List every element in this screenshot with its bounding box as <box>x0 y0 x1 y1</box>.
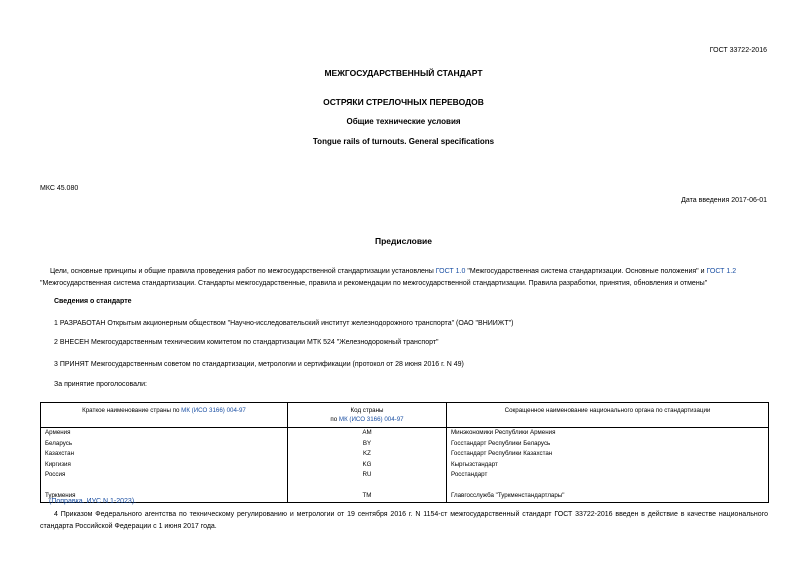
code-cell: RU <box>288 470 447 481</box>
introduction-date: Дата введения 2017-06-01 <box>681 197 767 204</box>
country-cell: Россия <box>41 470 288 481</box>
mks-code: МКС 45.080 <box>40 185 79 192</box>
document-title-english: Tongue rails of turnouts. General specifications <box>312 137 495 146</box>
item-order-enacted: 4 Приказом Федерального агентства по техническому регулированию и метрологии от 19 сентября 2016 г. N 1154-ст межгосударственный стандарт ГОСТ 33722-2016 введен в действие в качестве национального стандарта Российской Федерации с 1 июня 2017 года. <box>40 511 768 530</box>
body-cell: Госстандарт Республики Казахстан <box>447 449 769 460</box>
code-cell: AM <box>288 428 447 439</box>
country-cell: Туркмения <box>41 491 288 502</box>
table-row <box>41 481 769 492</box>
item-submitted-by: 2 ВНЕСЕН Межгосударственным техническим комитетом по стандартизации МТК 524 "Железнодорожный транспорт" <box>54 339 439 346</box>
document-title: ОСТРЯКИ СТРЕЛОЧНЫХ ПЕРЕВОДОВ <box>323 97 484 107</box>
table-row <box>41 428 769 439</box>
code-cell: KG <box>288 460 447 471</box>
preface-heading: Предисловие <box>374 236 433 246</box>
standard-type-heading: МЕЖГОСУДАРСТВЕННЫЙ СТАНДАРТ <box>324 68 483 78</box>
table-row <box>41 491 769 502</box>
table-row <box>41 470 769 481</box>
header-country-name: Краткое наименование страны по МК (ИСО 3166) 004-97 <box>41 403 288 428</box>
country-cell: Киргизия <box>41 460 288 471</box>
code-cell: BY <box>288 439 447 450</box>
country-cell: Казахстан <box>41 449 288 460</box>
body-cell <box>447 481 769 492</box>
preface-text-part2: "Межгосударственная система стандартизации. Основные положения" и <box>465 268 707 275</box>
gost-1-0-link[interactable]: ГОСТ 1.0 <box>435 268 466 275</box>
item-adopted-by: 3 ПРИНЯТ Межгосударственным советом по стандартизации, метрологии и сертификации (протокол от 28 июня 2016 г. N 49) <box>54 361 464 368</box>
code-cell <box>288 481 447 492</box>
gost-1-2-link[interactable]: ГОСТ 1.2 <box>706 268 737 275</box>
header-country-code: Код страны по МК (ИСО 3166) 004-97 <box>288 403 447 428</box>
preface-paragraph <box>40 266 768 289</box>
mk-iso-link[interactable]: МК (ИСО 3166) 004-97 <box>181 407 246 414</box>
body-cell: Главгосслужба "Туркменстандартлары" <box>447 491 769 502</box>
mk-iso-link[interactable]: МК (ИСО 3166) 004-97 <box>338 416 404 423</box>
country-cell: Армения <box>41 428 288 439</box>
table-row <box>41 439 769 450</box>
table-header-row <box>41 403 769 428</box>
country-cell <box>41 481 288 492</box>
preface-text-part3: "Межгосударственная система стандартизации. Стандарты межгосударственные, правила и рекомендации по межгосударственной стандартизации. Правила разработки, принятия, обновления и отмены" <box>40 279 708 287</box>
voting-countries-table <box>40 402 769 503</box>
code-cell: TM <box>288 491 447 502</box>
document-code: ГОСТ 33722-2016 <box>709 47 767 54</box>
country-cell: Беларусь <box>41 439 288 450</box>
body-cell: Минэкономики Республики Армения <box>447 428 769 439</box>
body-cell: Кыргызстандарт <box>447 460 769 471</box>
standard-info-heading: Сведения о стандарте <box>54 298 132 305</box>
code-cell: KZ <box>288 449 447 460</box>
amendment-link[interactable]: (Поправка. ИУС N 1-2023). <box>49 498 137 505</box>
preface-text-part1: Цели, основные принципы и общие правила проведения работ по межгосударственной стандартизации установлены <box>50 268 436 275</box>
document-subtitle: Общие технические условия <box>346 117 461 126</box>
voted-label: За принятие проголосовали: <box>54 381 147 388</box>
table-row <box>41 460 769 471</box>
body-cell: Росстандарт <box>447 470 769 481</box>
item-developed-by: 1 РАЗРАБОТАН Открытым акционерным обществом "Научно-исследовательский институт железнодорожного транспорта" (ОАО "ВНИИЖТ") <box>54 320 514 327</box>
header-national-body: Сокращенное наименование национального органа по стандартизации <box>447 403 769 428</box>
body-cell: Госстандарт Республики Беларусь <box>447 439 769 450</box>
table-row <box>41 449 769 460</box>
